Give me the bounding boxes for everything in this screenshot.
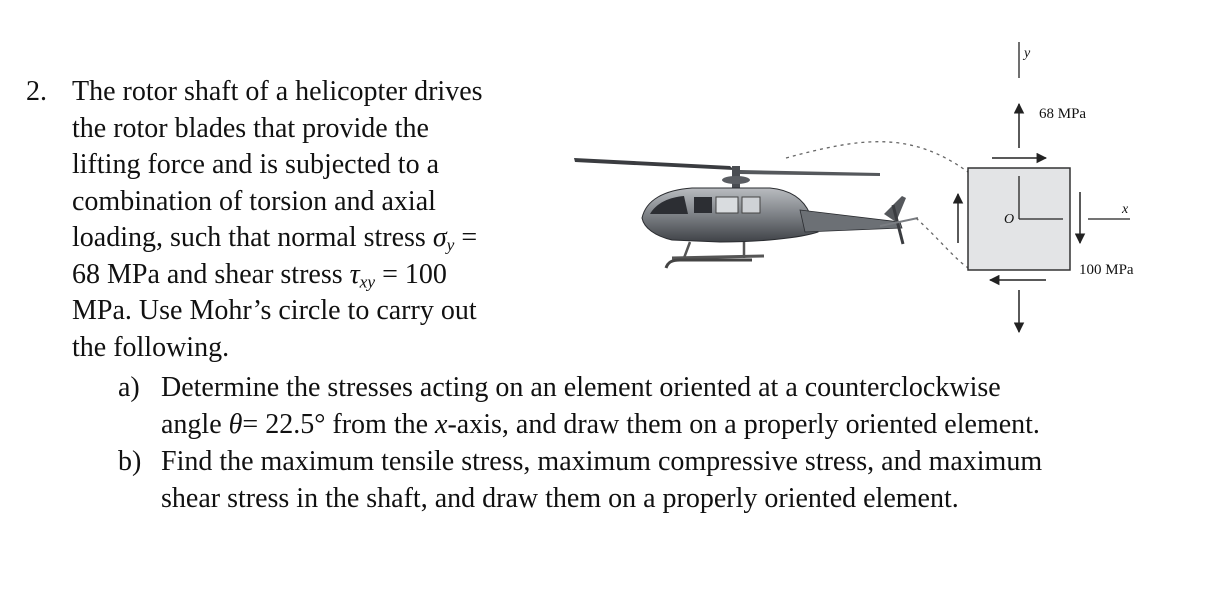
part-b-line1: Find the maximum tensile stress, maximum compressive stress, and maximum (161, 446, 1043, 477)
problem-statement (72, 74, 483, 366)
origin-label: O (1004, 212, 1015, 227)
statement-line (72, 220, 483, 257)
statement-text: = 100 (375, 258, 447, 290)
statement-text: loading, such that normal stress (72, 222, 433, 253)
sigma-subscript: y (446, 235, 455, 255)
statement-text: = (454, 222, 478, 253)
statement-line (72, 257, 483, 294)
problem-number: 2. (26, 76, 47, 107)
tau-subscript: xy (359, 271, 376, 291)
statement-line: combination of torsion and axial (72, 185, 436, 217)
statement-line: the following. (72, 331, 230, 363)
statement-line: MPa. Use Mohr’s circle to carry out (72, 295, 477, 326)
part-a-text: -axis, and draw them on a properly oriented element. (447, 409, 1040, 440)
shear-stress-label: 100 MPa (1079, 262, 1134, 278)
part-b-line2: shear stress in the shaft, and draw them on a properly oriented element. (161, 483, 959, 514)
statement-line: The rotor shaft of a helicopter drives (72, 76, 483, 107)
statement-text: 68 MPa and shear stress (72, 258, 350, 290)
part-a-line2 (161, 407, 1040, 443)
statement-line: the rotor blades that provide the (72, 112, 429, 144)
part-b-label: b) (118, 446, 142, 477)
part-a-line1: Determine the stresses acting on an element oriented at a counterclockwise (161, 372, 1001, 403)
helicopter-illustration (574, 158, 918, 268)
x-axis-label: x (1122, 202, 1129, 217)
part-a-text: angle (161, 409, 229, 440)
part-a-label: a) (118, 372, 140, 403)
part-a-text: = 22.5° from the (242, 409, 436, 440)
x-axis-symbol: x (435, 409, 448, 440)
helicopter-stress-figure (560, 40, 1180, 350)
theta-symbol: θ (228, 409, 243, 440)
normal-stress-label: 68 MPa (1039, 106, 1087, 122)
y-axis-label: y (1024, 46, 1031, 61)
statement-line: lifting force and is subjected to a (72, 149, 439, 180)
sigma-symbol: σ (432, 222, 447, 253)
tau-symbol: τ (349, 258, 360, 290)
